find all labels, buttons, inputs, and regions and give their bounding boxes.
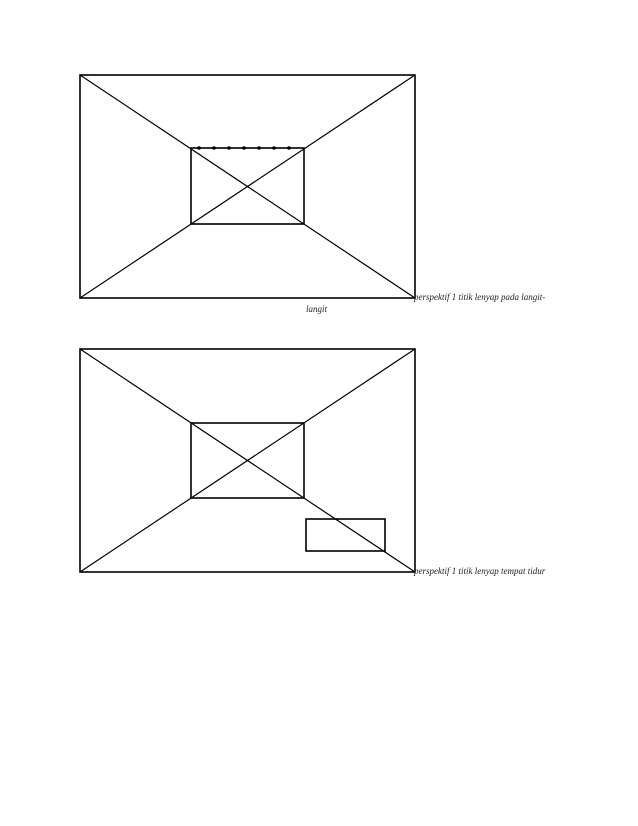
caption-figure-1-line-2: langit (306, 304, 328, 314)
ceiling-lamp-dot (197, 146, 201, 150)
ceiling-lamp-dot (257, 146, 261, 150)
bed-shape (306, 519, 385, 551)
ceiling-lamp-dot (227, 146, 231, 150)
ceiling-lamp-dot (212, 146, 216, 150)
caption-figure-1-line-1: perspektif 1 titik lenyap pada langit- (414, 292, 546, 302)
ceiling-lamp-dot (287, 146, 291, 150)
ceiling-lamp-dot (242, 146, 246, 150)
caption-figure-2: perspektif 1 titik lenyap tempat tidur (414, 566, 546, 576)
ceiling-lamp-dot (272, 146, 276, 150)
